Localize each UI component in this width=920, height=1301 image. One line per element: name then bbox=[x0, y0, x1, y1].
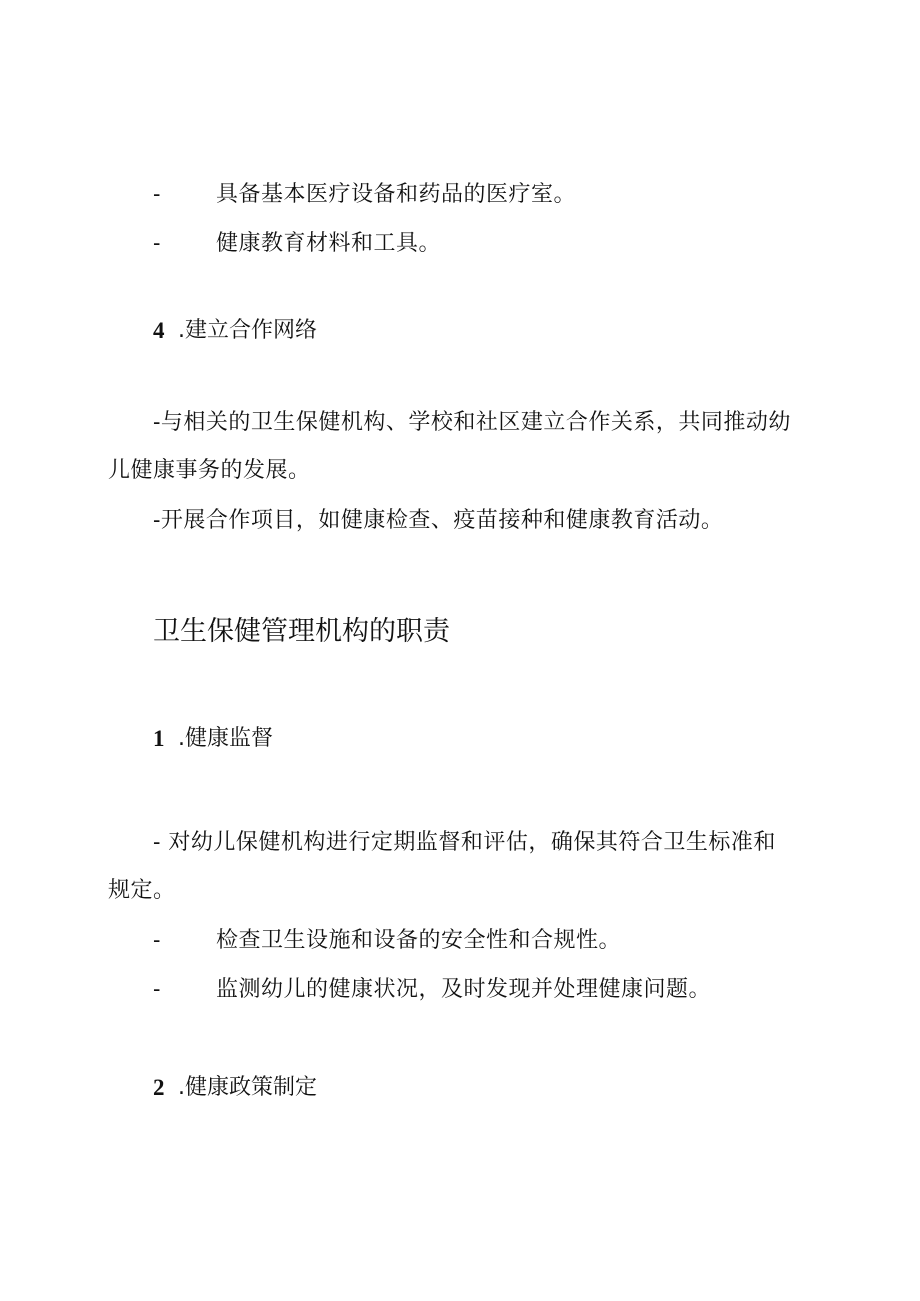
bullet-text: 监测幼儿的健康状况，及时发现并处理健康问题。 bbox=[216, 977, 712, 1002]
bullet-text: 具备基本医疗设备和药品的医疗室。 bbox=[216, 182, 577, 207]
paragraph-line: 儿健康事务的发展。 bbox=[108, 458, 311, 483]
heading-number: 2 bbox=[153, 1075, 165, 1100]
bullet-dash: - bbox=[153, 977, 161, 1002]
heading-title: .健康政策制定 bbox=[178, 1075, 317, 1100]
bullet-text: 检查卫生设施和设备的安全性和合规性。 bbox=[216, 928, 622, 953]
section-title: 卫生保健管理机构的职责 bbox=[153, 616, 450, 647]
paragraph-line: - 对幼儿保健机构进行定期监督和评估，确保其符合卫生标准和 bbox=[153, 830, 776, 855]
heading-title: .建立合作网络 bbox=[178, 318, 317, 343]
bullet-dash: - bbox=[153, 928, 161, 953]
heading-title: .健康监督 bbox=[178, 726, 273, 751]
bullet-text: 健康教育材料和工具。 bbox=[216, 231, 442, 256]
paragraph-line: -与相关的卫生保健机构、学校和社区建立合作关系，共同推动幼 bbox=[153, 410, 791, 435]
heading-number: 4 bbox=[153, 318, 165, 343]
bullet-dash: - bbox=[153, 231, 161, 256]
heading-number: 1 bbox=[153, 726, 165, 751]
paragraph-line: 规定。 bbox=[108, 878, 176, 903]
paragraph-line: -开展合作项目，如健康检查、疫苗接种和健康教育活动。 bbox=[153, 508, 724, 533]
bullet-dash: - bbox=[153, 182, 161, 207]
